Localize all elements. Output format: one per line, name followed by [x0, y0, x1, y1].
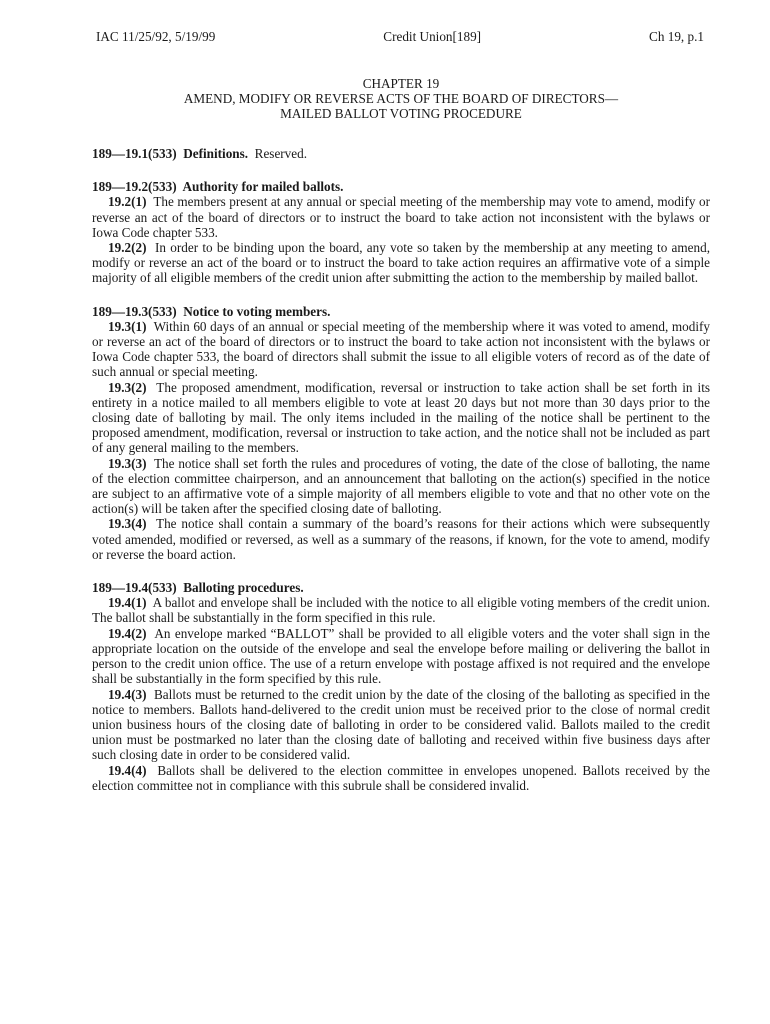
- subrule: [92, 194, 710, 240]
- rule-number: 189—19.4(533): [92, 580, 177, 596]
- rule-heading: [92, 179, 710, 194]
- rule-heading: [92, 580, 710, 595]
- rule-number: 189—19.2(533): [92, 179, 177, 195]
- subrule-label: 19.4(1): [108, 595, 147, 611]
- rule-19-3: [92, 304, 710, 562]
- subrule-label: 19.4(4): [108, 762, 147, 778]
- rule-text: Reserved.: [254, 146, 308, 161]
- subrule-text: The notice shall contain a summary of the board’s reasons for their actions which were subsequently voted amended, modified or reversed, as well as a summary of the reasons, if known, for the vote to amend, modify or reverse the board action.: [92, 516, 710, 562]
- header-center: Credit Union[189]: [383, 29, 482, 44]
- subrule-text: The members present at any annual or special meeting of the membership may vote to amend, modify or reverse an act of the board of directors or to instruct the board to take action not inconsistent with the bylaws or Iowa Code chapter 533.: [92, 194, 710, 240]
- subrule-text: The notice shall set forth the rules and procedures of voting, the date of the close of balloting, the name of the election committee chairperson, and an announcement that balloting on the action(s) specified in the notice are subject to an affirmative vote of a simple majority of all members eligible to vote and that no other vote on the action(s) will be taken after the specified closing date of balloting.: [92, 455, 711, 517]
- chapter-title-line1: AMEND, MODIFY OR REVERSE ACTS OF THE BOARD OF DIRECTORS—: [183, 91, 619, 106]
- running-header: [92, 28, 710, 46]
- subrule-label: 19.4(3): [108, 686, 147, 702]
- chapter-number: CHAPTER 19: [362, 76, 440, 91]
- subrule: [92, 380, 710, 456]
- subrule-label: 19.2(2): [108, 240, 147, 256]
- subrule-text: Within 60 days of an annual or special meeting of the membership where it was voted to amend, modify or reverse an act of the board of directors or to instruct the board to take action not inconsistent with the bylaws or Iowa Code chapter 533, the board of directors shall submit the issue to all eligible voters of record as of the date of such annual or special meeting.: [92, 318, 711, 380]
- document-page: [92, 28, 710, 793]
- chapter-heading: [92, 76, 710, 121]
- rule-title: Definitions.: [183, 146, 249, 161]
- header-right: Ch 19, p.1: [649, 29, 704, 44]
- subrule-text: The proposed amendment, modification, reversal or instruction to take action shall be set forth in its entirety in a notice mailed to all members eligible to vote at least 20 days but not more than 30 days prior to the closing date of balloting by mail. The only items included in the mailing of the notice shall be pertinent to the proposed amendment, modification, reversal or instruction to take action, and the notice shall not be included as part of any general mailing to the members.: [92, 379, 710, 456]
- subrule: [92, 319, 710, 380]
- subrule-label: 19.2(1): [108, 194, 147, 210]
- subrule: [92, 516, 710, 562]
- subrule: [92, 456, 710, 517]
- rule-number: 189—19.1(533): [92, 146, 177, 161]
- subrule: [92, 687, 710, 763]
- subrule-label: 19.3(3): [108, 455, 147, 471]
- rule-19-2: [92, 179, 710, 285]
- subrule-text: A ballot and envelope shall be included with the notice to all eligible voting members of the credit union. The ballot shall be substantially in the form specified in this rule.: [92, 595, 710, 626]
- subrule-label: 19.4(2): [108, 625, 147, 641]
- subrule-label: 19.3(4): [108, 516, 147, 532]
- rule-number: 189—19.3(533): [92, 303, 177, 319]
- rule-title: Notice to voting members.: [183, 303, 331, 319]
- rule-title: Authority for mailed ballots.: [182, 179, 344, 195]
- chapter-title-line2: MAILED BALLOT VOTING PROCEDURE: [280, 106, 522, 121]
- rule-heading: [92, 304, 710, 319]
- subrule-text: Ballots must be returned to the credit union by the date of the closing of the balloting as specified in the notice to members. Ballots hand-delivered to the credit union must be received prior to the close of normal credit union business hours of the closing date of balloting in order to be considered valid. Ballots mailed to the credit union must be postmarked no later than the closing date of balloting and received within five business days after such closing date in order to be considered valid.: [92, 686, 710, 763]
- subrule: [92, 595, 710, 625]
- rule-19-4: [92, 580, 710, 793]
- rule-title: Balloting procedures.: [183, 580, 304, 596]
- rule-heading: [92, 146, 710, 161]
- subrule: [92, 626, 710, 687]
- subrule-text: An envelope marked “BALLOT” shall be provided to all eligible voters and the voter shall sign in the appropriate location on the outside of the envelope and seal the envelope before mailing or delivering the ballot in person to the credit union office. The use of a return envelope with postage affixed is not required and the envelope shall be substantially in the form specified by this rule.: [92, 625, 710, 687]
- subrule-label: 19.3(1): [108, 318, 147, 334]
- subrule-text: In order to be binding upon the board, any vote so taken by the membership at any meeting to amend, modify or reverse an act of the board or to instruct the board to take action requires an affirmative vote of a simple majority of all eligible members of the credit union after submitting the action to the membership by mailed ballot.: [92, 240, 710, 286]
- header-left: IAC 11/25/92, 5/19/99: [96, 29, 216, 44]
- subrule: [92, 240, 710, 286]
- subrule: [92, 763, 710, 793]
- subrule-label: 19.3(2): [108, 379, 147, 395]
- rule-19-1: [92, 146, 710, 161]
- subrule-text: Ballots shall be delivered to the election committee in envelopes unopened. Ballots received by the election committee not in compliance with this subrule shall be considered invalid.: [92, 762, 710, 793]
